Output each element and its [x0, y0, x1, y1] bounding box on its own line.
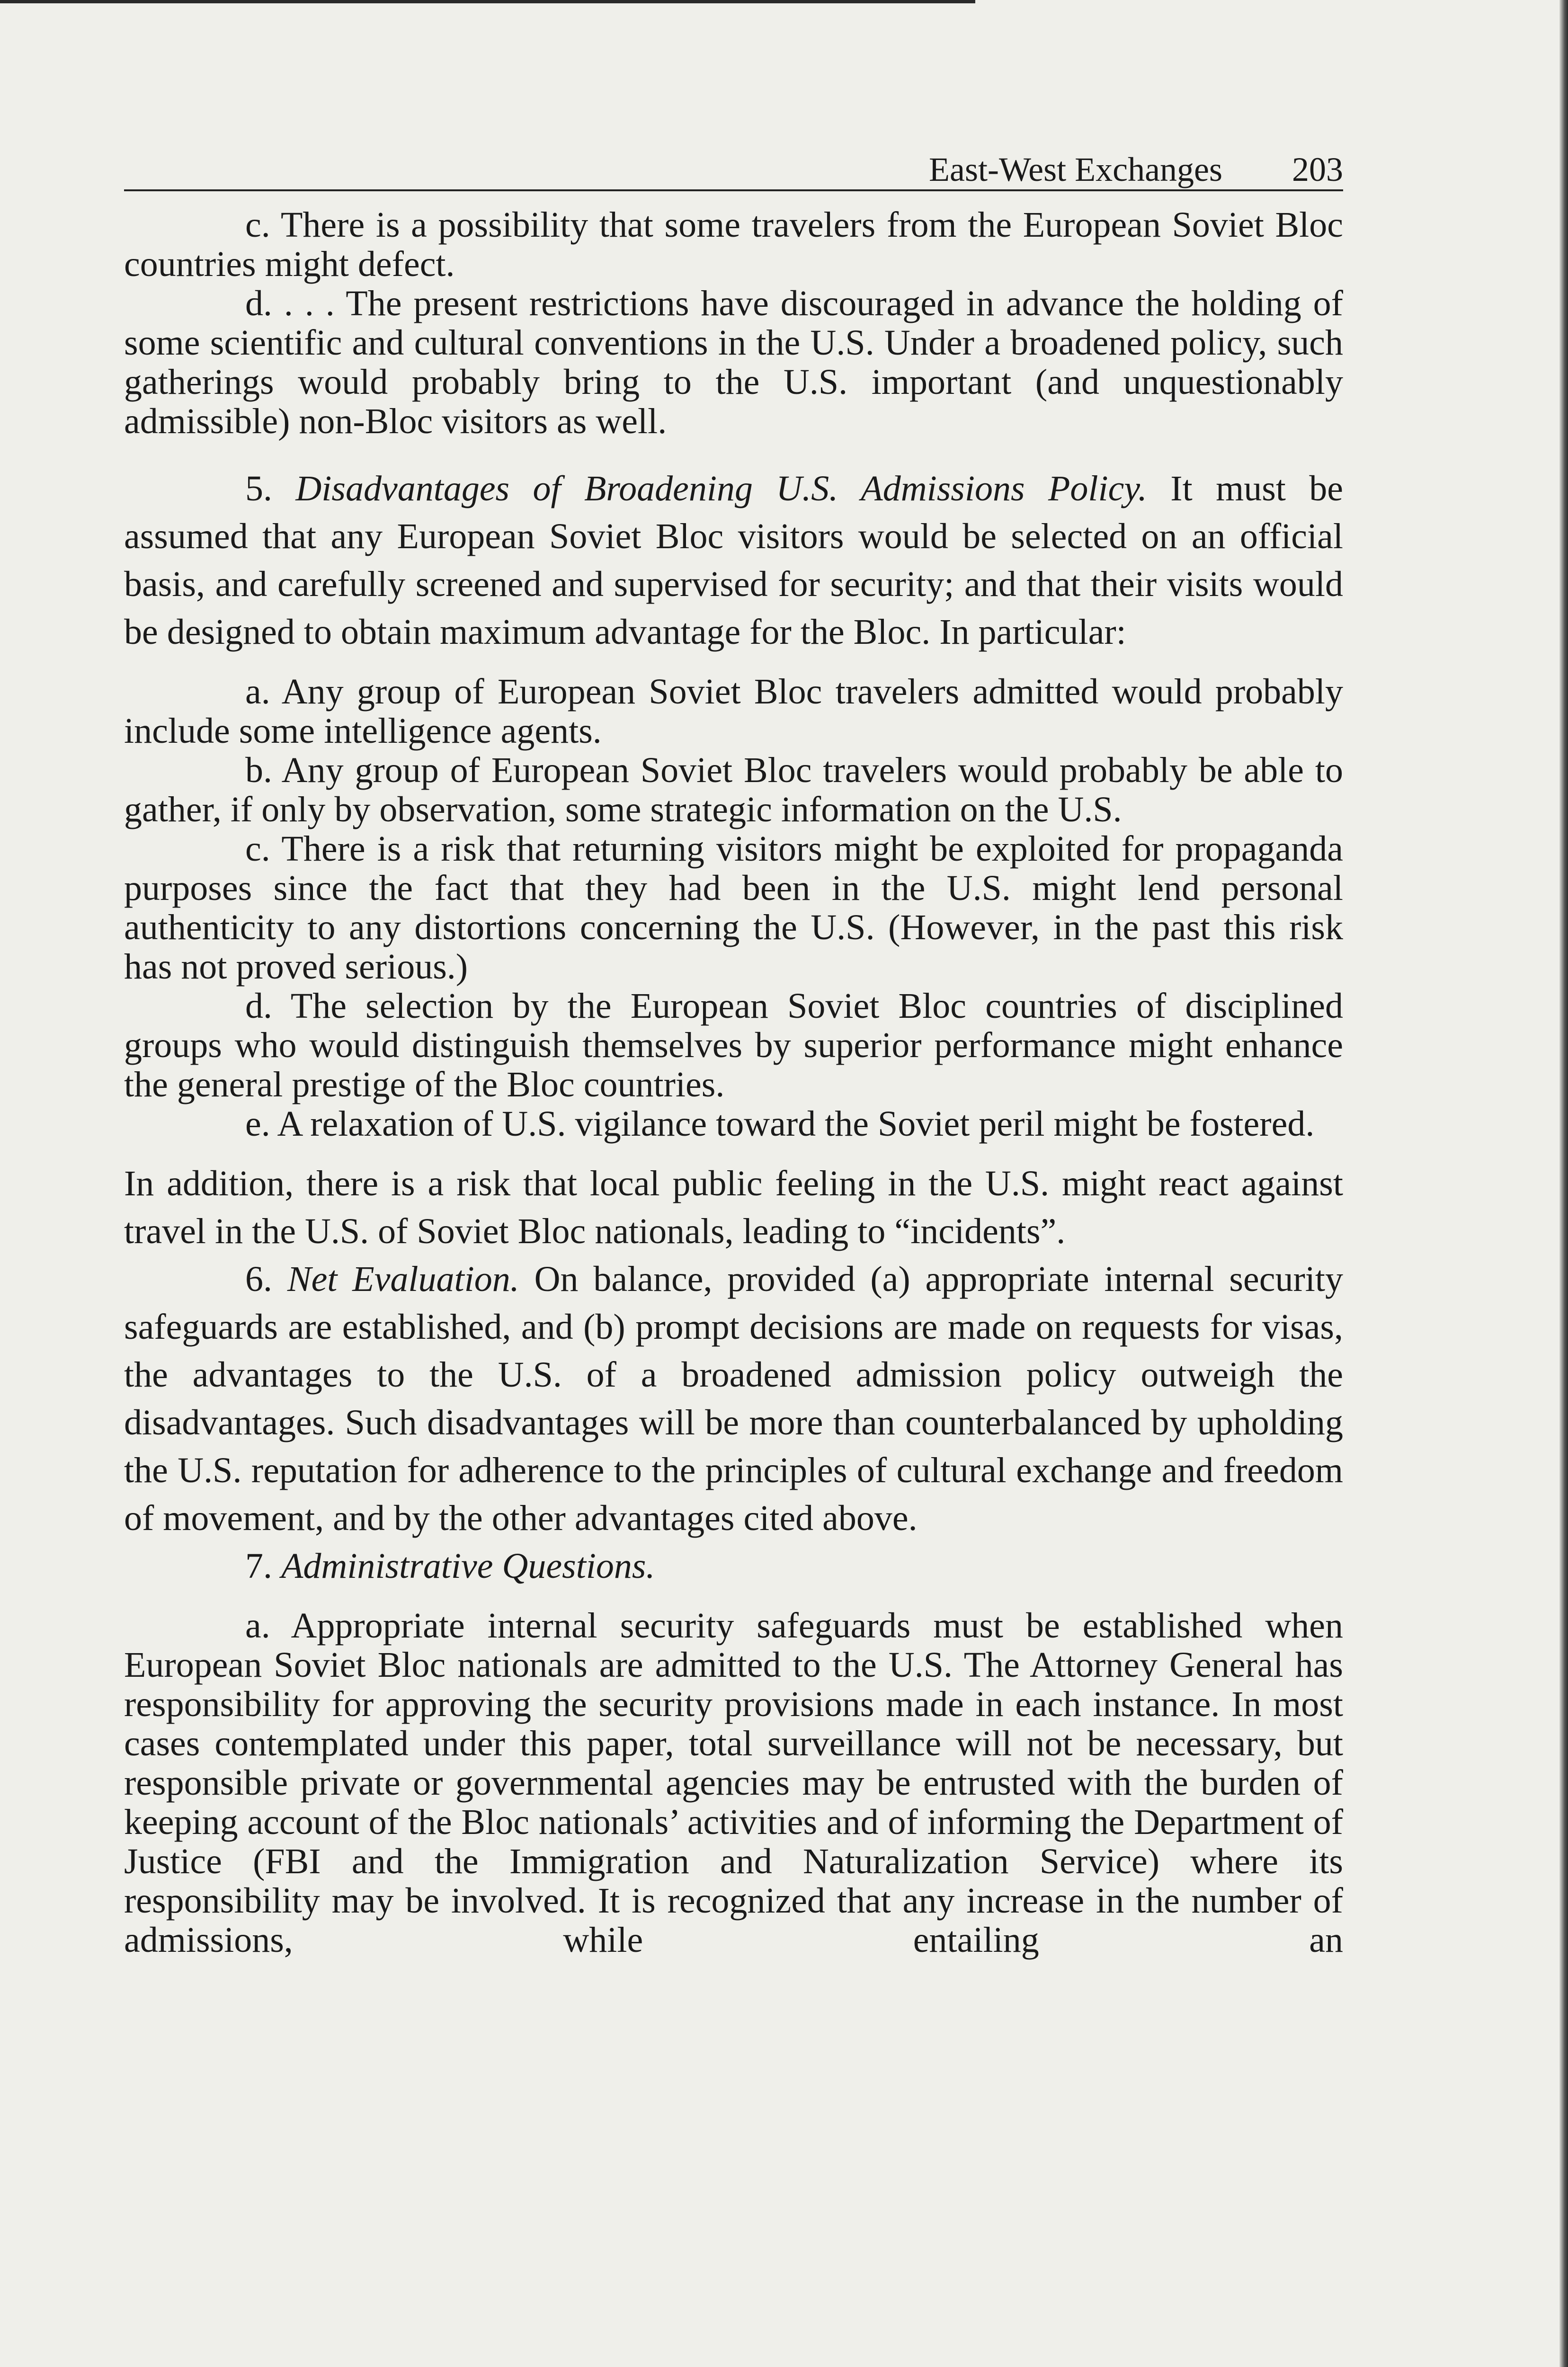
item-e-vigilance: e. A relaxation of U.S. vigilance toward the Soviet peril might be fostered.	[245, 1104, 1315, 1144]
addition-paragraph: In addition, there is a risk that local public feeling in the U.S. might react against travel in the U.S. of Soviet Bloc nationals, leading to “incidents”.	[124, 1164, 1343, 1251]
paragraph-group-2	[124, 672, 1343, 1144]
section-5-heading: Disadvantages of Broadening U.S. Admissions Policy.	[295, 469, 1147, 508]
section-5-paragraph	[124, 465, 1343, 656]
running-header	[124, 137, 1343, 191]
paragraph-group-3	[124, 1606, 1343, 1960]
item-c-propaganda: c. There is a risk that returning visitors might be exploited for propaganda purposes since the fact that they had been in the U.S. might lend personal authenticity to any distortions concerning the U.S. (However, in the past this risk has not proved serious.)	[124, 829, 1343, 987]
section-6-number: 6.	[245, 1259, 272, 1299]
item-c-defect: c. There is a possibility that some travelers from the European Soviet Bloc countries might defect.	[124, 205, 1343, 284]
section-6-paragraph	[124, 1255, 1343, 1542]
section-7-heading-line	[124, 1542, 1343, 1590]
item-a-security: a. Appropriate internal security safeguards must be established when European Soviet Bloc nationals are admitted to the U.S. The Attorney General has responsibility for approving the security provisions made in each instance. In most cases contemplated under this paper, total surveillance will not be necessary, but responsible private or governmental agencies may be entrusted with the burden of keeping account of the Bloc nationals’ activities and of informing the Department of Justice (FBI and the Immigration and Naturalization Service) where its responsibility may be involved. It is recognized that any increase in the number of admissions, while entailing an	[124, 1606, 1343, 1960]
item-d-prestige: d. The selection by the European Soviet Bloc countries of disciplined groups who would distinguish themselves by superior performance might enhance the general prestige of the Bloc countries.	[124, 986, 1343, 1104]
section-6-heading: Net Evaluation.	[287, 1259, 519, 1299]
section-6	[124, 1160, 1343, 1590]
scan-top-edge	[0, 0, 975, 3]
running-header-title: East-West Exchanges	[929, 151, 1222, 188]
item-b-strategic: b. Any group of European Soviet Bloc travelers would probably be able to gather, if only by observation, some strategic information on the U.S.	[124, 750, 1343, 829]
section-7-number: 7.	[245, 1546, 272, 1586]
paragraph-group-1	[124, 205, 1343, 441]
item-a-agents: a. Any group of European Soviet Bloc travelers admitted would probably include some intelligence agents.	[124, 672, 1343, 751]
item-d-conventions: d. . . . The present restrictions have discouraged in advance the holding of some scientific and cultural conventions in the U.S. Under a broadened policy, such gatherings would probably bring to the U.S. important (and unquestionably admissible) non-Bloc visitors as well.	[124, 284, 1343, 441]
section-5-number: 5.	[245, 469, 272, 508]
section-7-heading: Administrative Questions.	[281, 1546, 655, 1586]
page-number: 203	[1292, 151, 1343, 188]
document-page	[124, 137, 1343, 1960]
section-5	[124, 465, 1343, 656]
scan-right-edge	[1559, 0, 1568, 2367]
section-5-body: It must be assumed that any European Soviet Bloc visitors would be selected on an official basis, and carefully screened and supervised for security; and that their visits would be designed to obtain maximum advantage for the Bloc. In particular:	[124, 469, 1344, 652]
section-6-body: On balance, provided (a) appropriate internal security safeguards are established, and (b) prompt decisions are made on requests for visas, the advantages to the U.S. of a broadened admission policy outweigh the disadvantages. Such disadvantages will be more than counterbalanced by upholding the U.S. reputation for adherence to the principles of cultural exchange and freedom of movement, and by the other advantages cited above.	[124, 1259, 1344, 1538]
